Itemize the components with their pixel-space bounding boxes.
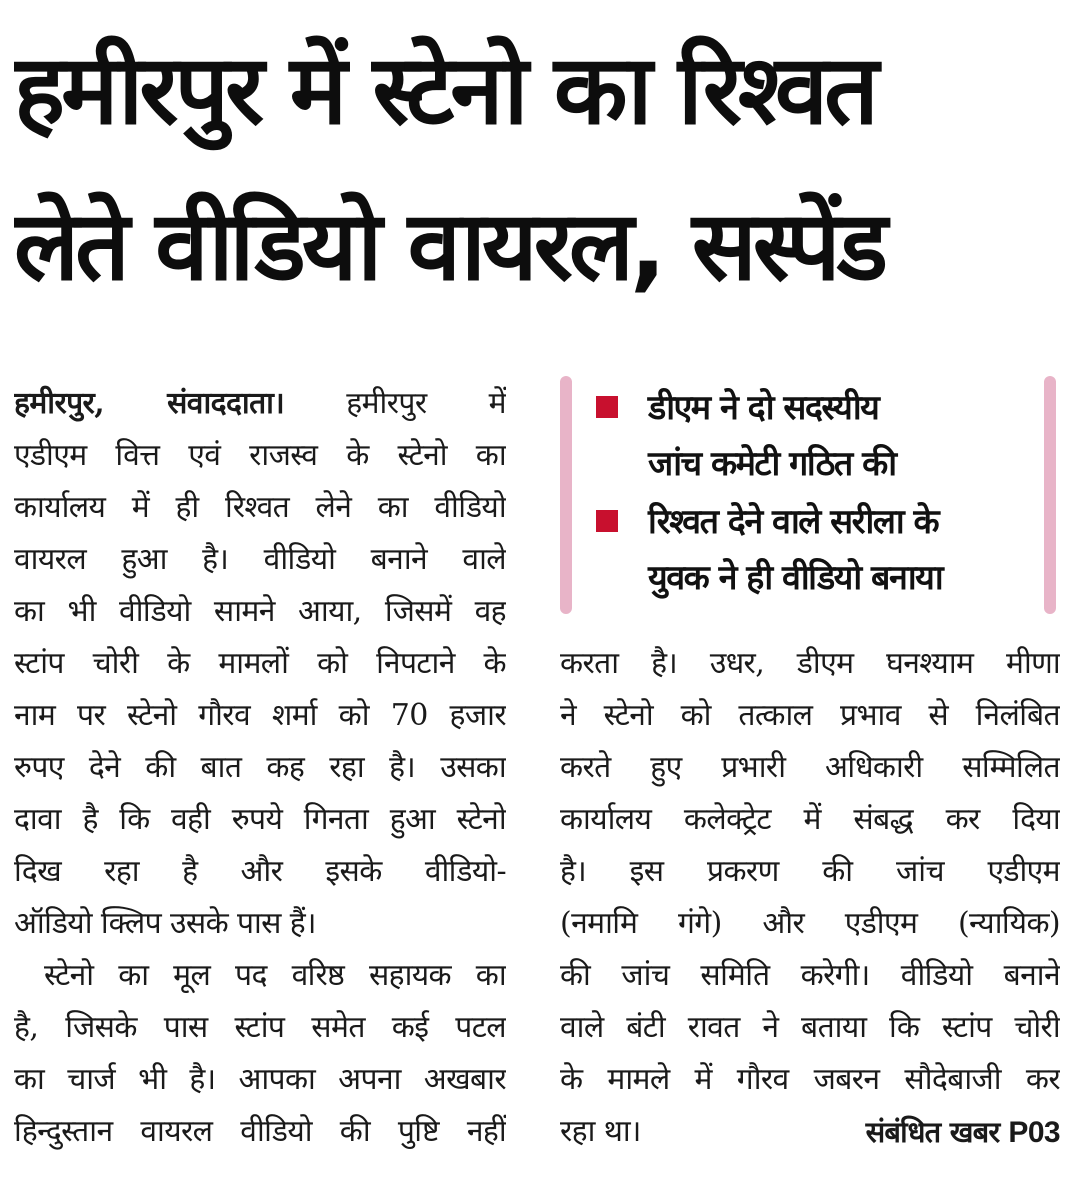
article-text-line: करता है। उधर, डीएम घनश्याम मीणा [560, 646, 1060, 681]
article-text-line: स्टेनो का मूल पद वरिष्ठ सहायक का [44, 958, 506, 993]
article-text-line: है, जिसके पास स्टांप समेत कई पटल [14, 1010, 506, 1045]
dateline: हमीरपुर, संवाददाता। [14, 386, 285, 421]
highlight-item [596, 494, 1036, 606]
related-news-reference [866, 1106, 1060, 1158]
headline [14, 12, 1066, 324]
article-text-line: कार्यालय में ही रिश्वत लेने का वीडियो [14, 490, 506, 525]
square-bullet-icon [596, 510, 618, 532]
article-right-column [560, 638, 1060, 1158]
article-text-line: करते हुए प्रभारी अधिकारी सम्मिलित [560, 750, 1060, 785]
highlight-item [596, 380, 1036, 492]
highlight-text-line: जांच कमेटी गठित की [648, 444, 896, 484]
article-text-line: कार्यालय कलेक्ट्रेट में संबद्ध कर दिया [560, 802, 1060, 837]
article-text-line: वायरल हुआ है। वीडियो बनाने वाले [14, 542, 506, 577]
article-text-line: दिख रहा है और इसके वीडियो- [14, 854, 506, 889]
article-first-line [14, 378, 506, 430]
highlight-text-line: युवक ने ही वीडियो बनाया [648, 558, 943, 598]
article-text-line: हमीरपुर में [346, 386, 506, 421]
related-news-label: संबंधित खबर [865, 1115, 1000, 1149]
article-text-line: का चार्ज भी है। आपका अपना अखबार [14, 1062, 506, 1097]
article-text-line: है। इस प्रकरण की जांच एडीएम [560, 854, 1060, 889]
highlight-right-bar [1044, 376, 1056, 614]
article-text-line: के मामले में गौरव जबरन सौदेबाजी कर [560, 1062, 1060, 1097]
article-text-line: का भी वीडियो सामने आया, जिसमें वह [14, 594, 506, 629]
highlight-text-line: डीएम ने दो सदस्यीय [648, 388, 879, 428]
highlight-left-bar [560, 376, 572, 614]
article-last-line [560, 1106, 1060, 1158]
article-text-line: वाले बंटी रावत ने बताया कि स्टांप चोरी [560, 1010, 1060, 1045]
highlight-text-line: रिश्वत देने वाले सरीला के [648, 502, 939, 542]
square-bullet-icon [596, 396, 618, 418]
headline-line-2: लेते वीडियो वायरल, सस्पेंड [14, 190, 884, 302]
article-text-line: (नमामि गंगे) और एडीएम (न्यायिक) [560, 906, 1060, 941]
article-left-column [14, 378, 506, 1158]
related-news-page: P03 [1008, 1116, 1060, 1149]
article-text-line: दावा है कि वही रुपये गिनता हुआ स्टेनो [14, 802, 506, 837]
article-text-line: नाम पर स्टेनो गौरव शर्मा को 70 हजार [14, 698, 506, 733]
article-text-line: एडीएम वित्त एवं राजस्व के स्टेनो का [14, 438, 506, 473]
article-text-line: स्टांप चोरी के मामलों को निपटाने के [14, 646, 506, 681]
article-text-line: की जांच समिति करेगी। वीडियो बनाने [560, 958, 1060, 993]
headline-line-1: हमीरपुर में स्टेनो का रिश्वत [14, 34, 875, 146]
article-text-line: ऑडियो क्लिप उसके पास हैं। [14, 906, 316, 941]
article-text-line: हिन्दुस्तान वायरल वीडियो की पुष्टि नहीं [14, 1114, 506, 1149]
highlight-box [560, 376, 1056, 614]
article-text-line: ने स्टेनो को तत्काल प्रभाव से निलंबित [560, 698, 1060, 733]
article-text-line: रहा था। [560, 1114, 641, 1149]
article-text-line: रुपए देने की बात कह रहा है। उसका [14, 750, 506, 785]
